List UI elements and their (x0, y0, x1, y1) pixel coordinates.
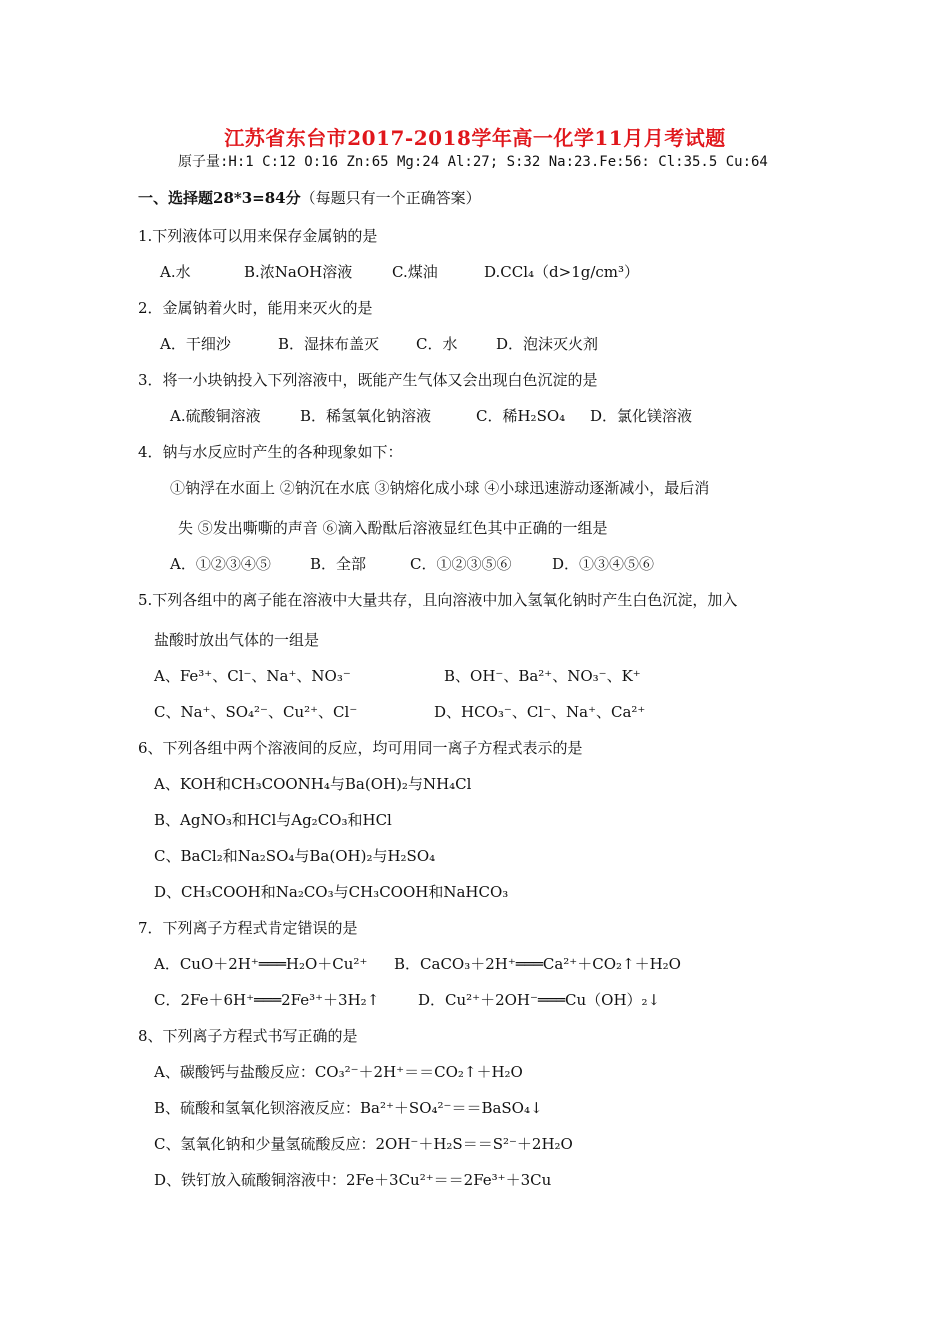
q1-option-c: C.煤油 (392, 263, 438, 281)
q6-option-d: D、CH₃COOH和Na₂CO₃与CH₃COOH和NaHCO₃ (154, 883, 509, 901)
q2-option-b: B．湿抹布盖灭 (278, 335, 380, 353)
q7-option-a: A．CuO＋2H⁺═══H₂O＋Cu²⁺ (154, 955, 368, 973)
q2-option-c: C．水 (416, 335, 458, 353)
q5-option-c: C、Na⁺、SO₄²⁻、Cu²⁺、Cl⁻ (154, 703, 358, 721)
q4-option-d: D．①③④⑤⑥ (552, 555, 655, 573)
question-4-stem: 4．钠与水反应时产生的各种现象如下： (138, 443, 403, 461)
q8-option-d: D、铁钉放入硫酸铜溶液中：2Fe＋3Cu²⁺＝＝2Fe³⁺＋3Cu (154, 1171, 552, 1189)
q3-option-d: D．氯化镁溶液 (590, 407, 693, 425)
q2-option-d: D．泡沫灭火剂 (496, 335, 599, 353)
question-6-stem: 6、下列各组中两个溶液间的反应，均可用同一离子方程式表示的是 (138, 739, 583, 757)
q4-option-c: C．①②③⑤⑥ (410, 555, 512, 573)
question-4-options (170, 554, 654, 574)
question-3-options (170, 406, 692, 426)
q7-option-c: C．2Fe＋6H⁺═══2Fe³⁺＋3H₂↑ (154, 991, 380, 1009)
q6-option-b: B、AgNO₃和HCl与Ag₂CO₃和HCl (154, 811, 392, 829)
q3-option-a: A.硫酸铜溶液 (170, 407, 261, 425)
q3-option-c: C．稀H₂SO₄ (476, 407, 566, 425)
question-5-stem: 5.下列各组中的离子能在溶液中大量共存，且向溶液中加入氢氧化钠时产生白色沉淀，加入 (138, 591, 738, 609)
question-7-stem: 7．下列离子方程式肯定错误的是 (138, 919, 358, 937)
q8-option-b: B、硫酸和氢氧化钡溶液反应：Ba²⁺＋SO₄²⁻＝＝BaSO₄↓ (154, 1099, 543, 1117)
q7-option-d: D．Cu²⁺＋2OH⁻═══Cu（OH）₂↓ (418, 991, 661, 1009)
q6-option-c: C、BaCl₂和Na₂SO₄与Ba(OH)₂与H₂SO₄ (154, 847, 436, 865)
question-3-stem: 3．将一小块钠投入下列溶液中，既能产生气体又会出现白色沉淀的是 (138, 371, 598, 389)
q1-option-a: A.水 (160, 263, 191, 281)
q1-option-d: D.CCl₄（d>1g/cm³） (484, 263, 640, 281)
section-note: （每题只有一个正确答案） (300, 189, 481, 207)
q4-option-a: A．①②③④⑤ (170, 555, 271, 573)
section-heading (138, 188, 481, 208)
question-4-line-2: 失 ⑤发出嘶嘶的声音 ⑥滴入酚酞后溶液显红色其中正确的一组是 (178, 519, 608, 537)
question-7-options-row-2 (154, 990, 660, 1010)
q3-option-b: B．稀氢氧化钠溶液 (300, 407, 432, 425)
question-1-stem: 1.下列液体可以用来保存金属钠的是 (138, 227, 378, 245)
question-1-options (160, 262, 639, 282)
question-5-line-2: 盐酸时放出气体的一组是 (154, 631, 320, 649)
q6-option-a: A、KOH和CH₃COONH₄与Ba(OH)₂与NH₄Cl (154, 775, 472, 793)
question-2-options (160, 334, 598, 354)
q8-option-a: A、碳酸钙与盐酸反应：CO₃²⁻＋2H⁺＝＝CO₂↑＋H₂O (154, 1063, 523, 1081)
q7-option-b: B．CaCO₃＋2H⁺═══Ca²⁺＋CO₂↑＋H₂O (394, 955, 681, 973)
q5-option-d: D、HCO₃⁻、Cl⁻、Na⁺、Ca²⁺ (434, 703, 646, 721)
question-7-options-row-1 (154, 954, 681, 974)
atomic-masses-line: 原子量:H:1 C:12 O:16 Zn:65 Mg:24 Al:27; S:32 Na:23.Fe:56: Cl:35.5 Cu:64 (178, 154, 768, 170)
q2-option-a: A．干细沙 (160, 335, 231, 353)
question-5-options-row-1 (154, 666, 641, 686)
q8-option-c: C、氢氧化钠和少量氢硫酸反应：2OH⁻＋H₂S＝＝S²⁻＋2H₂O (154, 1135, 573, 1153)
question-8-stem: 8、下列离子方程式书写正确的是 (138, 1027, 358, 1045)
q5-option-a: A、Fe³⁺、Cl⁻、Na⁺、NO₃⁻ (154, 667, 351, 685)
exam-title: 江苏省东台市2017-2018学年高一化学11月月考试题 (224, 126, 726, 150)
question-4-line-1: ①钠浮在水面上 ②钠沉在水底 ③钠熔化成小球 ④小球迅速游动逐渐减小，最后消 (170, 479, 710, 497)
question-5-options-row-2 (154, 702, 645, 722)
q1-option-b: B.浓NaOH溶液 (244, 263, 353, 281)
q4-option-b: B．全部 (310, 555, 367, 573)
section-title: 一、选择题28*3=84分 (138, 189, 301, 207)
q5-option-b: B、OH⁻、Ba²⁺、NO₃⁻、K⁺ (444, 667, 641, 685)
question-2-stem: 2．金属钠着火时，能用来灭火的是 (138, 299, 373, 317)
